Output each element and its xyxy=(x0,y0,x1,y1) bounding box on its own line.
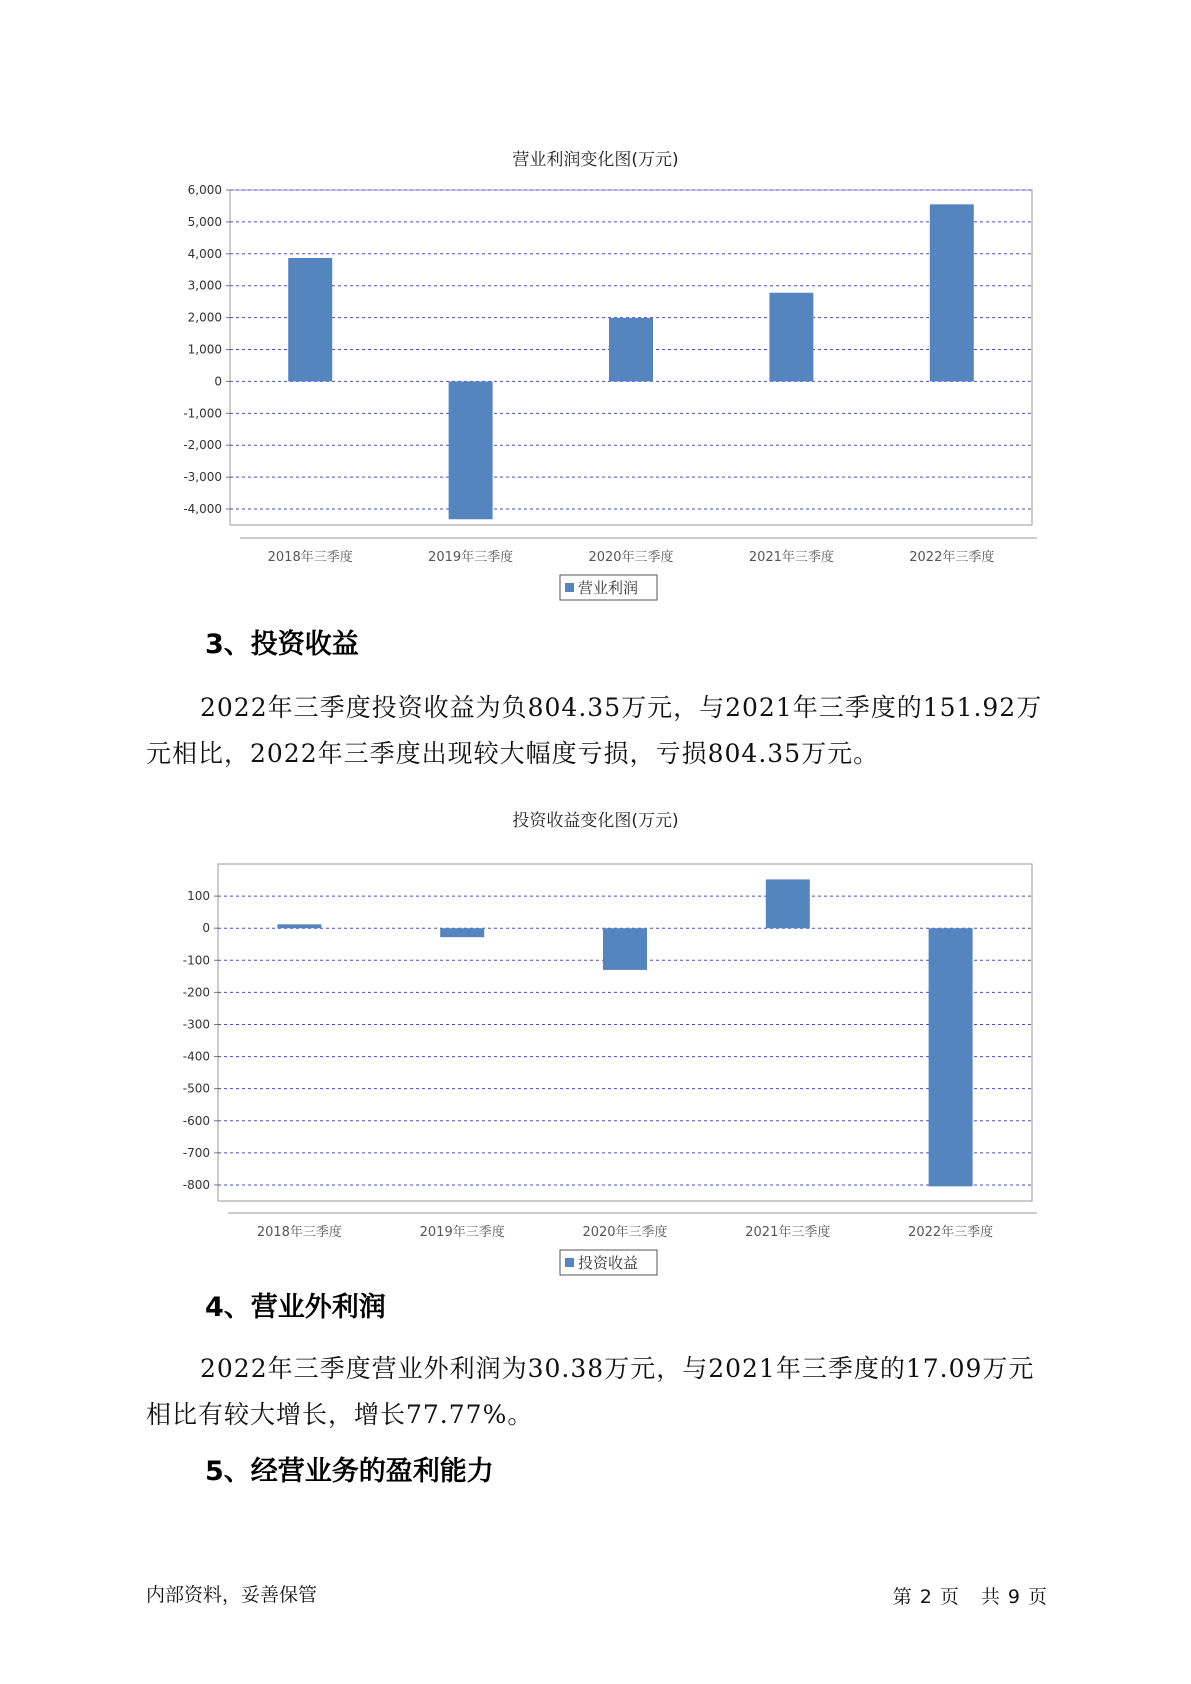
y-tick-label: 0 xyxy=(214,374,222,389)
heading-investment-income: 3、投资收益 xyxy=(205,629,359,660)
bar xyxy=(609,318,653,381)
plot-area xyxy=(218,864,1032,1201)
x-tick-label: 2022年三季度 xyxy=(909,550,995,565)
footer-confidential-note: 内部资料，妥善保管 xyxy=(146,1584,318,1606)
x-tick-label: 2020年三季度 xyxy=(582,1225,668,1240)
y-tick-label: -1,000 xyxy=(183,406,222,421)
legend-label: 投资收益 xyxy=(578,1254,639,1272)
bar xyxy=(603,928,647,970)
x-tick-label: 2019年三季度 xyxy=(419,1225,505,1240)
y-tick-label: 100 xyxy=(187,889,210,904)
bar xyxy=(769,293,813,382)
y-tick-label: 4,000 xyxy=(187,246,222,261)
chart-title-operating-profit: 营业利润变化图(万元) xyxy=(512,150,679,170)
heading-profitability: 5、经营业务的盈利能力 xyxy=(205,1456,494,1487)
page-prefix: 第 xyxy=(892,1586,912,1608)
total-prefix: 共 xyxy=(980,1586,1000,1608)
y-tick-label: -200 xyxy=(182,985,210,1000)
y-tick-label: -500 xyxy=(182,1081,210,1096)
x-tick-label: 2018年三季度 xyxy=(267,550,353,565)
y-tick-label: 1,000 xyxy=(187,342,222,357)
y-tick-label: 2,000 xyxy=(187,310,222,325)
paragraph-investment-income: 2022年三季度投资收益为负804.35万元，与2021年三季度的151.92万元相比，2022年三季度出现较大幅度亏损，亏损804.35万元。 xyxy=(146,693,1043,768)
total-unit: 页 xyxy=(1027,1586,1047,1608)
y-tick-label: -2,000 xyxy=(183,438,222,453)
x-tick-label: 2021年三季度 xyxy=(745,1225,831,1240)
x-tick-label: 2019年三季度 xyxy=(428,550,514,565)
y-tick-label: 5,000 xyxy=(187,214,222,229)
bar xyxy=(277,924,321,928)
paragraph-non-operating-profit: 2022年三季度营业外利润为30.38万元，与2021年三季度的17.09万元相比有较大增长，增长77.77%。 xyxy=(146,1354,1035,1429)
chart-investment-income xyxy=(0,832,1191,1272)
y-tick-label: 3,000 xyxy=(187,278,222,293)
heading-non-operating-profit: 4、营业外利润 xyxy=(205,1292,386,1323)
x-tick-label: 2021年三季度 xyxy=(748,550,834,565)
y-tick-label: -300 xyxy=(182,1017,210,1032)
chart-title-investment-income: 投资收益变化图(万元) xyxy=(512,811,679,831)
y-tick-label: -100 xyxy=(182,953,210,968)
footer-page-number xyxy=(889,1582,1051,1609)
y-tick-label: -4,000 xyxy=(183,502,222,517)
x-tick-label: 2018年三季度 xyxy=(256,1225,342,1240)
page-total: 9 xyxy=(1007,1586,1020,1608)
legend xyxy=(560,575,657,600)
legend-swatch xyxy=(565,1258,574,1267)
y-tick-label: -3,000 xyxy=(183,470,222,485)
bar xyxy=(449,381,493,519)
bar xyxy=(288,258,332,381)
bar xyxy=(930,204,974,381)
x-tick-label: 2022年三季度 xyxy=(908,1225,994,1240)
legend-swatch xyxy=(565,583,574,592)
bar xyxy=(766,879,810,928)
page-unit: 页 xyxy=(939,1586,959,1608)
legend xyxy=(560,1250,657,1275)
y-tick-label: -800 xyxy=(182,1177,210,1192)
bar xyxy=(929,928,973,1186)
legend-label: 营业利润 xyxy=(578,579,639,597)
bar xyxy=(440,928,484,937)
page-current: 2 xyxy=(919,1586,932,1608)
x-tick-label: 2020年三季度 xyxy=(588,550,674,565)
y-tick-label: -600 xyxy=(182,1113,210,1128)
y-tick-label: 6,000 xyxy=(187,183,222,197)
y-tick-label: 0 xyxy=(202,921,210,936)
y-tick-label: -400 xyxy=(182,1049,210,1064)
y-tick-label: -700 xyxy=(182,1145,210,1160)
chart-operating-profit xyxy=(0,170,1191,597)
